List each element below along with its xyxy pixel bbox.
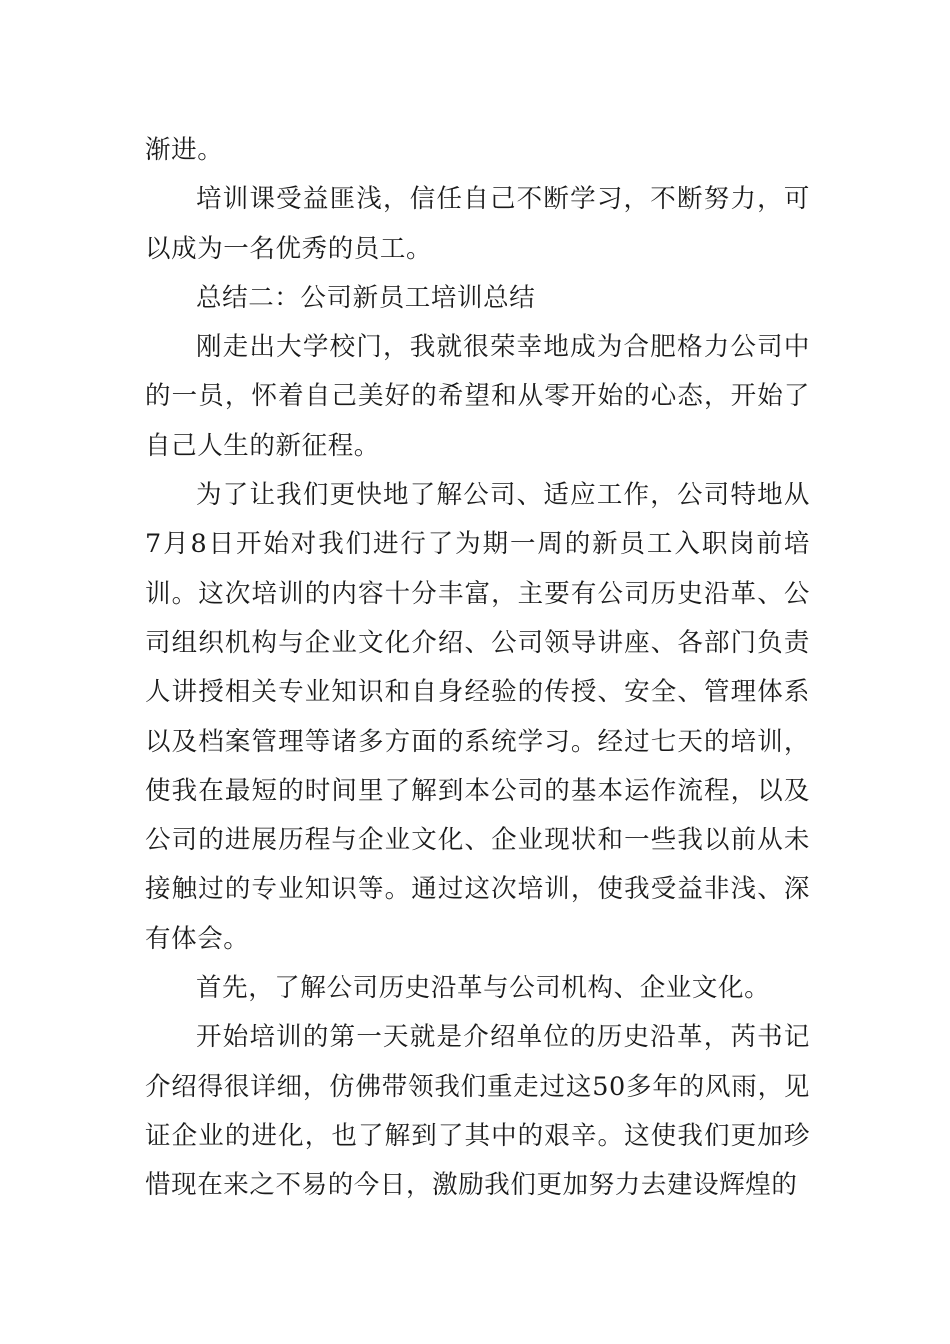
paragraph-first-point: 首先，了解公司历史沿革与公司机构、企业文化。 bbox=[196, 973, 771, 1004]
paragraph-continuation: 渐进。 bbox=[145, 135, 224, 165]
document-body bbox=[145, 126, 810, 1211]
paragraph-training-benefit: 培训课受益匪浅，信任自己不断学习，不断努力，可以成为一名优秀的员工。 bbox=[145, 184, 810, 264]
paragraph-joining-company: 刚走出大学校门，我就很荣幸地成为合肥格力公司中的一员，怀着自己美好的希望和从零开始的心态，开始了自己人生的新征程。 bbox=[145, 332, 810, 461]
paragraph-training-content: 为了让我们更快地了解公司、适应工作，公司特地从7月8日开始对我们进行了为期一周的新员工入职岗前培训。这次培训的内容十分丰富，主要有公司历史沿革、公司组织机构与企业文化介绍、公司领导讲座、各部门负责人讲授相关专业知识和自身经验的传授、安全、管理体系以及档案管理等诸多方面的系统学习。经过七天的培训，使我在最短的时间里了解到本公司的基本运作流程，以及公司的进展历程与企业文化、企业现状和一些我以前从未接触过的专业知识等。通过这次培训，使我受益非浅、深有体会。 bbox=[145, 480, 810, 954]
paragraph-history-intro: 开始培训的第一天就是介绍单位的历史沿革，芮书记介绍得很详细，仿佛带领我们重走过这50多年的风雨，见证企业的进化，也了解到了其中的艰辛。这使我们更加珍惜现在来之不易的今日，激励我们更加努力去建设辉煌的 bbox=[145, 1022, 810, 1201]
section-heading-summary-two: 总结二：公司新员工培训总结 bbox=[196, 282, 536, 313]
